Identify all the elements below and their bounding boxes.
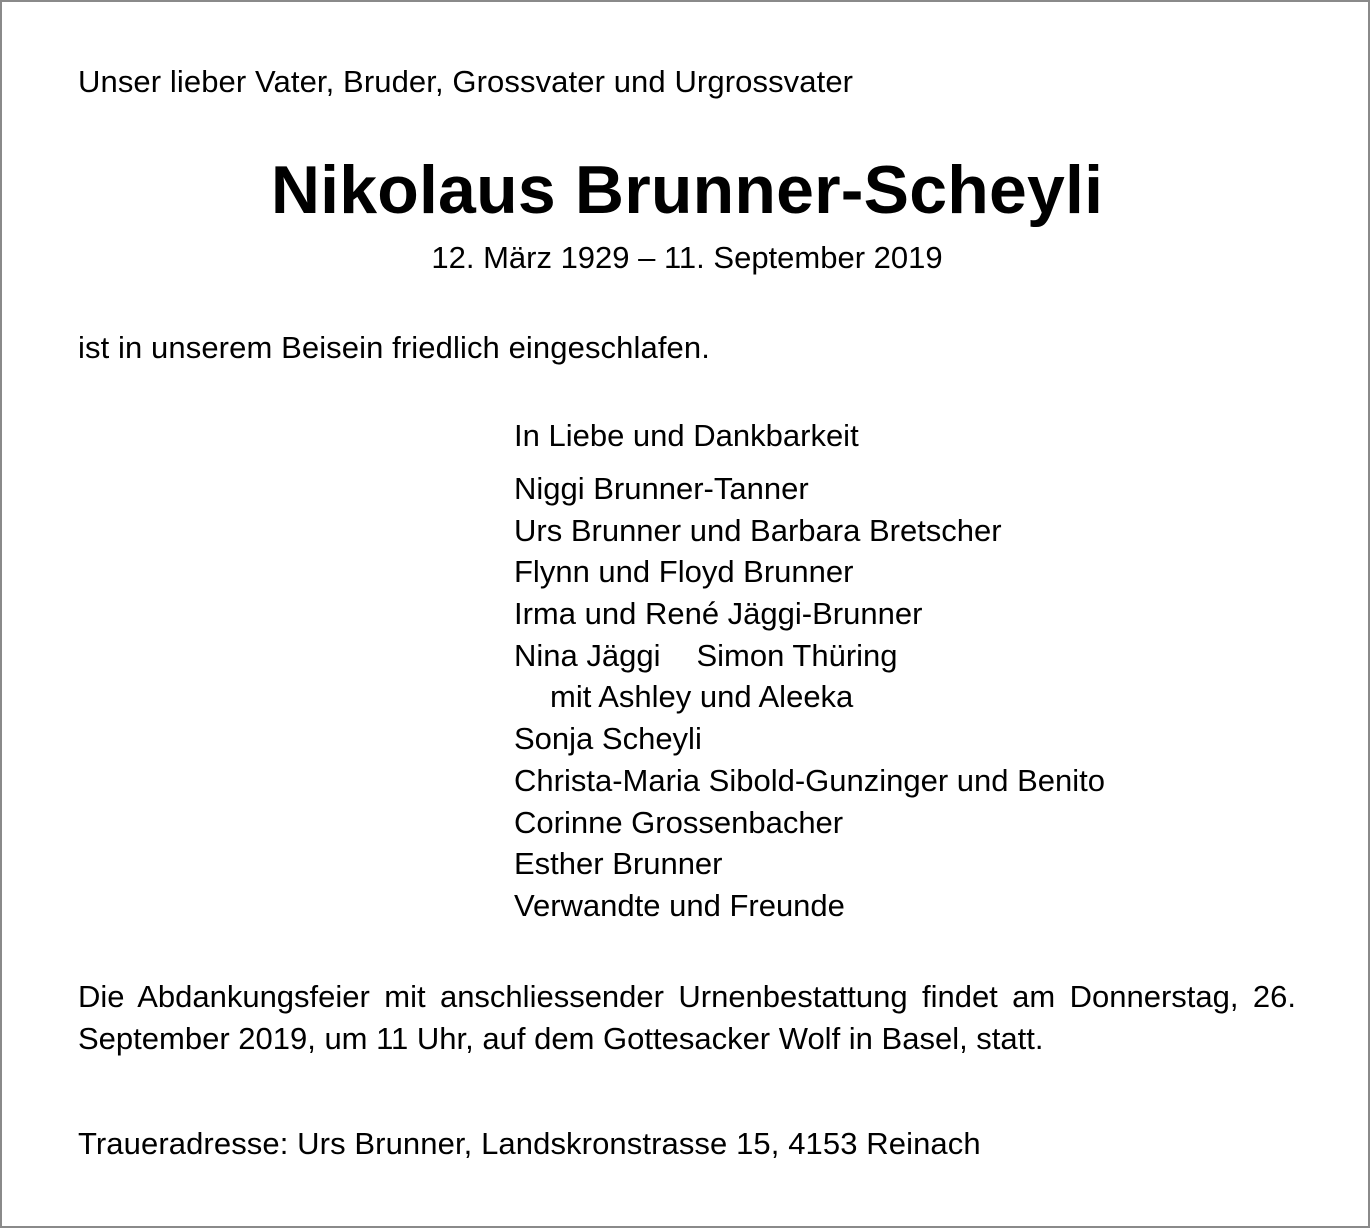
passing-statement: ist in unserem Beisein friedlich eingeschlafen. (78, 330, 710, 365)
mourner-line: Verwandte und Freunde (514, 887, 845, 923)
mourner-line: Irma und René Jäggi-Brunner (514, 596, 923, 632)
mourner-name: Nina Jäggi (514, 637, 661, 673)
mourning-address: Traueradresse: Urs Brunner, Landskronstrasse 15, 4153 Reinach (78, 1126, 981, 1161)
ceremony-details: Die Abdankungsfeier mit anschliessender Urnenbestattung findet am Donnerstag, 26. September 2019, um 11 Uhr, auf dem Gottesacker Wolf in Basel, statt. (78, 979, 1296, 1056)
mourner-line: Esther Brunner (514, 846, 723, 882)
mourner-line-indented: mit Ashley und Aleeka (550, 679, 854, 715)
mourner-line: Flynn und Floyd Brunner (514, 554, 854, 590)
deceased-name: Nikolaus Brunner-Scheyli (270, 152, 1104, 228)
mourner-line: Corinne Grossenbacher (514, 804, 844, 840)
mourners-greeting: In Liebe und Dankbarkeit (514, 418, 859, 453)
mourner-line (514, 635, 1105, 677)
mourner-line: Urs Brunner und Barbara Bretscher (514, 512, 1002, 548)
mourner-line: Niggi Brunner-Tanner (514, 471, 809, 506)
mourners-block (514, 416, 1105, 927)
mourner-line: Sonja Scheyli (514, 721, 702, 757)
intro-text: Unser lieber Vater, Bruder, Grossvater und Urgrossvater (78, 64, 854, 99)
life-dates: 12. März 1929 – 11. September 2019 (431, 240, 943, 275)
mourner-name: Simon Thüring (696, 637, 898, 673)
mourners-list (514, 468, 1105, 927)
mourner-line: Christa-Maria Sibold-Gunzinger und Benito (514, 762, 1106, 798)
